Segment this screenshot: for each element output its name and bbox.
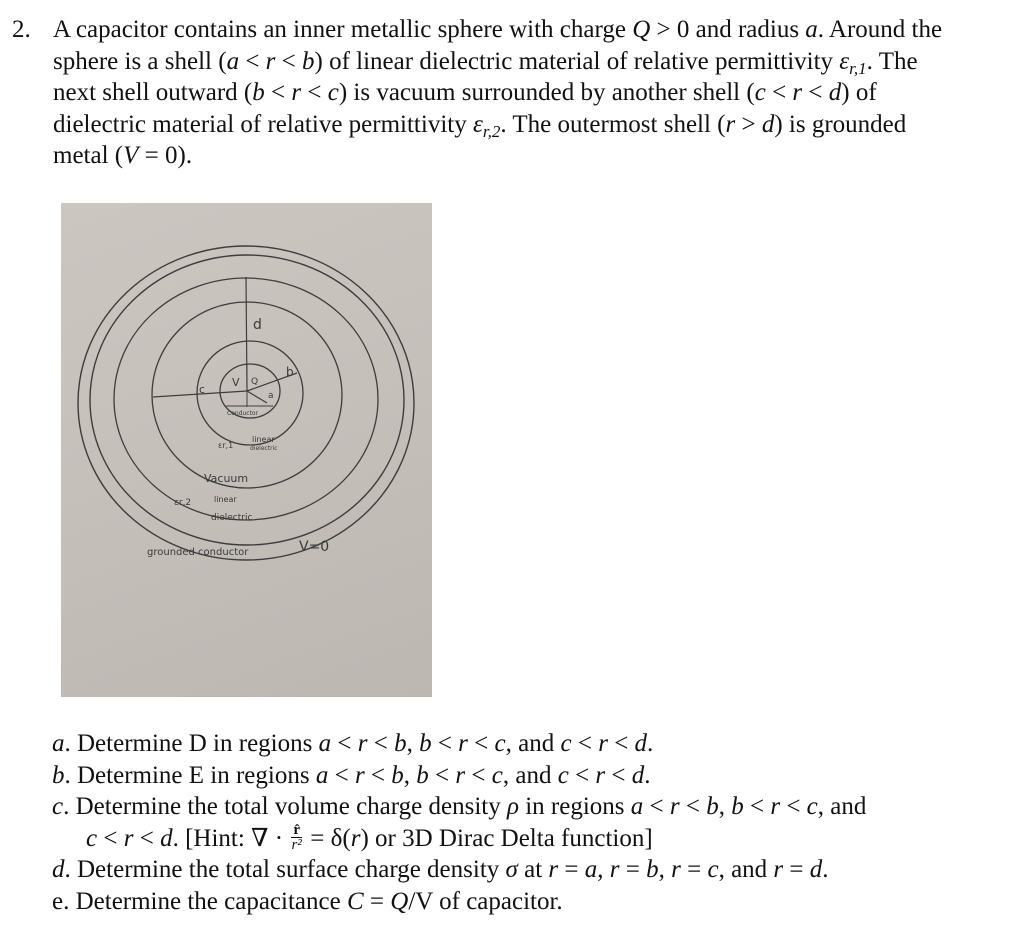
- part-c-line1: c. Determine the total volume charge density ρ in regions a < r < b, b < r < c, and: [52, 793, 867, 820]
- linear2-label: linear: [214, 495, 237, 504]
- label-v: V: [232, 376, 240, 389]
- grounded-label: grounded conductor: [147, 547, 249, 558]
- problem-statement: [12, 14, 1012, 172]
- eps2-label: εr,2: [174, 498, 192, 508]
- statement-line: A capacitor contains an inner metallic sphere with charge Q > 0 and radius a. Around the: [53, 16, 943, 43]
- v0-label: V=0: [299, 539, 330, 555]
- label-b: b: [286, 365, 294, 379]
- radius-a-line: [247, 391, 267, 403]
- label-q: Q: [251, 377, 259, 387]
- dielectric-small-label: dielectric: [250, 445, 278, 452]
- eps1-label: εr,1: [218, 441, 234, 450]
- label-c: c: [199, 383, 206, 396]
- statement-line: next shell outward (b < r < c) is vacuum surrounded by another shell (c < r < d) of: [53, 79, 877, 106]
- problem-number: 2.: [12, 16, 31, 43]
- vacuum-label: Vacuum: [204, 472, 249, 485]
- part-a: a. Determine D in regions a < r < b, b < r < c, and c < r < d.: [52, 730, 654, 757]
- part-c-line2: c < r < d. [Hint: ∇ · $\frac{r̂}{\text{r²}}$ = δ(r) or 3D Dirac Delta function]: [86, 822, 653, 854]
- statement-line: metal (V = 0).: [53, 142, 193, 169]
- part-e: e. Determine the capacitance C = Q/V of capacitor.: [52, 887, 563, 915]
- statement-line: dielectric material of relative permittivity $\varepsilon_{r,2}$. The outermost shell (r > d) is grounded: [53, 110, 907, 141]
- question-parts: [52, 728, 1012, 917]
- conductor-label: Conductor: [227, 410, 259, 417]
- problem-text: [53, 14, 1012, 172]
- linear-label: linear: [252, 435, 275, 444]
- concentric-shells-sketch: [61, 203, 432, 697]
- part-b: b. Determine E in regions a < r < b, b < r < c, and c < r < d.: [52, 761, 651, 789]
- dielectric2-label: dielectric: [211, 513, 253, 523]
- hand-drawn-figure: [61, 203, 432, 697]
- label-a: a: [268, 391, 274, 401]
- statement-line: sphere is a shell (a < r < b) of linear dielectric material of relative permittivity $\varepsilon_{r,1}$. The: [53, 47, 918, 78]
- label-d: d: [253, 317, 262, 333]
- part-d: d. Determine the total surface charge density σ at r = a, r = b, r = c, and r = d.: [52, 856, 829, 884]
